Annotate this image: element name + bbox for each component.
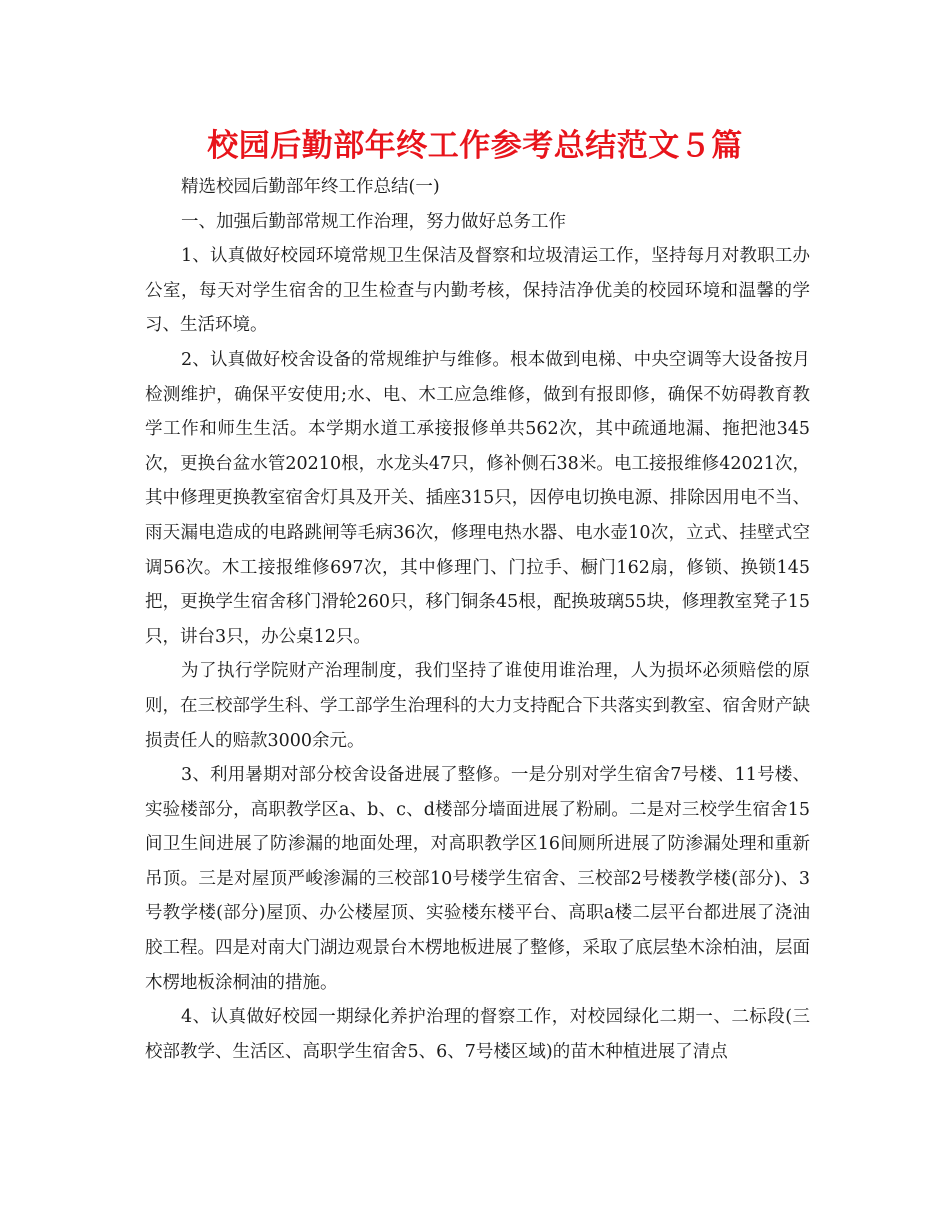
paragraph-greening: 4、认真做好校园一期绿化养护治理的督察工作，对校园绿化二期一、二标段(三校部教学、生活区、高职学生宿舍5、6、7号楼区域)的苗木种植进展了清点: [145, 1007, 810, 1062]
section-heading: 精选校园后勤部年终工作总结(一): [181, 177, 440, 197]
paragraph-property: 为了执行学院财产治理制度，我们坚持了谁使用谁治理，人为损坏必须赔偿的原则，在三校部学生科、学工部学生治理科的大力支持配合下共落实到教室、宿舍财产缺损责任人的赔款3000余元。: [145, 661, 810, 751]
paragraph-environment: 1、认真做好校园环境常规卫生保洁及督察和垃圾清运工作，坚持每月对教职工办公室，每天对学生宿舍的卫生检查与内勤考核，保持洁净优美的校园环境和温馨的学习、生活环境。: [145, 246, 810, 336]
document-body: [145, 170, 810, 1069]
document-title: 校园后勤部年终工作参考总结范文５篇: [207, 128, 743, 164]
subsection-heading: 一、加强后勤部常规工作治理，努力做好总务工作: [181, 211, 566, 232]
paragraph-maintenance: 2、认真做好校舍设备的常规维护与维修。根本做到电梯、中央空调等大设备按月检测维护，确保平安使用;水、电、木工应急维修，做到有报即修，确保不妨碍教育教学工作和师生生活。本学期水道工承接报修单共562次，其中疏通地漏、拖把池345次，更换台盆水管20210根，水龙头47只，修补侧石38米。电工接报维修42021次，其中修理更换教室宿舍灯具及开关、插座315只，因停电切换电源、排除因用电不当、雨天漏电造成的电路跳闸等毛病36次，修理电热水器、电水壶10次，立式、挂壁式空调56次。木工接报维修697次，其中修理门、门拉手、橱门162扇，修锁、换锁145把，更换学生宿舍移门滑轮260只，移门铜条45根，配换玻璃55块，修理教室凳子15只，讲台3只，办公桌12只。: [145, 349, 810, 647]
paragraph-renovation: 3、利用暑期对部分校舍设备进展了整修。一是分别对学生宿舍7号楼、11号楼、实验楼部分，高职教学区a、b、c、d楼部分墙面进展了粉刷。二是对三校学生宿舍15间卫生间进展了防渗漏的地面处理，对高职教学区16间厕所进展了防渗漏处理和重新吊顶。三是对屋顶严峻渗漏的三校部10号楼学生宿舍、三校部2号楼教学楼(部分)、3号教学楼(部分)屋顶、办公楼屋顶、实验楼东楼平台、高职a楼二层平台都进展了浇油胶工程。四是对南大门湖边观景台木楞地板进展了整修，采取了底层垫木涂柏油，层面木楞地板涂桐油的措施。: [145, 765, 810, 993]
